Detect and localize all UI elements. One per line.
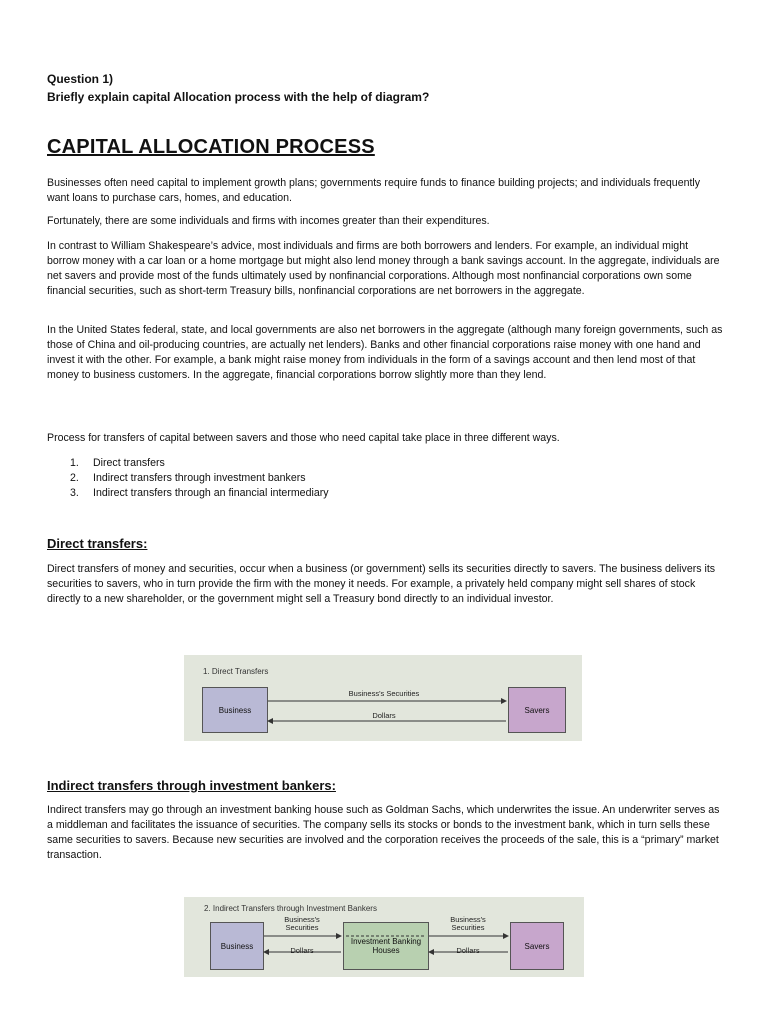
savers-box: Savers — [510, 922, 564, 970]
question-number: Question 1) — [47, 72, 114, 86]
securities-label-right: Business's Securities — [450, 915, 486, 932]
process-list — [47, 456, 329, 501]
list-item: 3. Indirect transfers through an financial intermediary — [70, 487, 329, 499]
list-item: 2. Indirect transfers through investment bankers — [70, 472, 306, 484]
intro-paragraph-1: Businesses often need capital to implement growth plans; governments require funds to finance building projects; and individuals frequently want loans to purchase cars, homes, and education. — [47, 177, 701, 204]
flow-arrows — [184, 897, 584, 977]
indirect-ib-heading: Indirect transfers through investment bankers: — [47, 778, 336, 793]
savers-box: Savers — [508, 687, 566, 733]
indirect-ib-paragraph: Indirect transfers may go through an investment banking house such as Goldman Sachs, which underwrites the issue. An underwriter serves as a middleman and facilitates the issuance of securities. The company sells its stocks or bonds to the investment bank, which in turn sells these same securities to savers. Because new securities are involved and the corporation receives the proceeds of the sale, this is a “primary” market transaction. — [47, 804, 720, 861]
indirect-ib-diagram — [184, 897, 584, 977]
question-prompt: Briefly explain capital Allocation process with the help of diagram? — [47, 90, 430, 104]
intro-paragraph-4: In the United States federal, state, and local governments are also net borrowers in the aggregate (although many foreign governments, such as those of China and oil-producing countries, are actually net lenders). Banks and other financial corporations raise money with one hand and invest it with the other. For example, a bank might raise money from individuals in the form of a savings account and then lend most of that money to business customers. In the aggregate, financial corporations borrow slightly more than they lend. — [47, 324, 723, 381]
page-title: CAPITAL ALLOCATION PROCESS — [47, 136, 375, 158]
intro-paragraph-2: Fortunately, there are some individuals and firms with incomes greater than their expenditures. — [47, 215, 490, 227]
process-intro: Process for transfers of capital between savers and those who need capital take place in three different ways. — [47, 432, 560, 444]
dollars-label-left: Dollars — [290, 946, 314, 955]
investment-banking-box: Investment Banking Houses — [343, 922, 429, 970]
direct-transfers-heading: Direct transfers: — [47, 536, 148, 551]
dollars-label: Dollars — [372, 711, 396, 720]
intro-paragraph-3: In contrast to William Shakespeare’s advice, most individuals and firms are both borrowers and lenders. For example, an individual might borrow money with a car loan or a home mortgage but might also lend money through a bank savings account. In the aggregate, individuals are net savers and provide most of the funds ultimately used by nonfinancial corporations. Although most nonfinancial corporations own some financial securities, such as short-term Treasury bills, nonfinancial corporations are net borrowers in the aggregate. — [47, 240, 720, 297]
business-box: Business — [202, 687, 268, 733]
dollars-label-right: Dollars — [456, 946, 480, 955]
securities-label: Business's Securities — [348, 689, 420, 698]
direct-transfers-paragraph: Direct transfers of money and securities, occur when a business (or government) sells its securities directly to savers. The business delivers its securities to savers, who in turn provide the firm with the money it needs. For example, a privately held company might sell shares of stock directly to a new shareholder, or the government might sell a Treasury bond directly to an individual investor. — [47, 563, 716, 605]
business-box: Business — [210, 922, 264, 970]
securities-label-left: Business's Securities — [284, 915, 320, 932]
flow-arrows — [184, 655, 582, 741]
direct-transfers-diagram — [184, 655, 582, 741]
list-item: 1. Direct transfers — [70, 457, 165, 469]
figure-title: 1. Direct Transfers — [203, 667, 269, 676]
figure-title: 2. Indirect Transfers through Investment Bankers — [204, 904, 377, 913]
